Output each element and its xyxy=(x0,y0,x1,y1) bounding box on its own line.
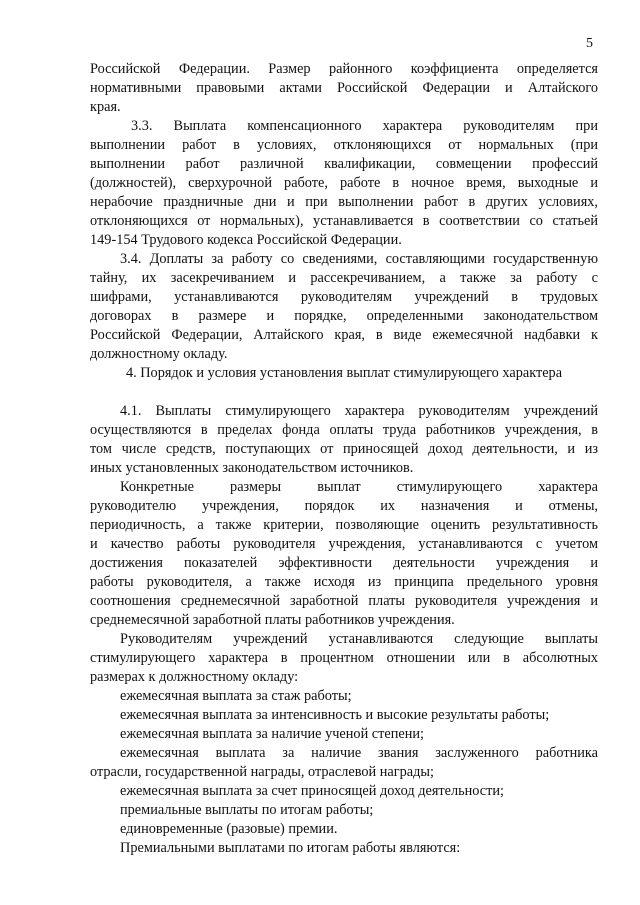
text-line: периодичность, а также критерии, позволяющие оценить результативность xyxy=(90,517,598,533)
text-line: Российской Федерации. Размер районного коэффициента определяется xyxy=(90,61,598,77)
text-line: 149-154 Трудового кодекса Российской Федерации. xyxy=(90,232,402,248)
list-item: ежемесячная выплата за стаж работы; xyxy=(120,688,352,704)
text-line: (должностей), сверхурочной работе, работе в ночное время, выходные и xyxy=(90,175,598,191)
text-line: нормативными правовыми актами Российской Федерации и Алтайского xyxy=(90,80,598,96)
text-line: стимулирующего характера в процентном отношении или в абсолютных xyxy=(90,650,598,666)
text-line: должностному окладу. xyxy=(90,346,228,362)
text-line: осуществляются в пределах фонда оплаты труда работников учреждения, в xyxy=(90,422,598,438)
text-line: Руководителям учреждений устанавливаются следующие выплаты xyxy=(120,631,598,647)
text-line: отклоняющихся от нормальных), устанавливается в соответствии со статьей xyxy=(90,213,598,229)
text-line: нерабочие праздничные дни и при выполнении работ в других условиях, xyxy=(90,194,598,210)
text-line: выполнении работ различной квалификации, совмещении профессий xyxy=(90,156,598,172)
text-line: среднемесячной заработной платы работников учреждения. xyxy=(90,612,455,628)
list-item: единовременные (разовые) премии. xyxy=(120,821,338,837)
text-line: края. xyxy=(90,99,121,115)
text-line: размерах к должностному окладу: xyxy=(90,669,299,685)
text-line: выполнении работ в условиях, отклоняющихся от нормальных (при xyxy=(90,137,598,153)
list-item: ежемесячная выплата за интенсивность и высокие результаты работы; xyxy=(120,707,550,723)
page-number: 5 xyxy=(586,36,593,51)
list-item: ежемесячная выплата за наличие ученой степени; xyxy=(120,726,425,742)
text-line: тайну, их засекречиванием и рассекречиванием, а также за работу с xyxy=(90,270,598,286)
text-line: Конкретные размеры выплат стимулирующего характера xyxy=(120,479,598,495)
text-line: работы руководителя, а также исходя из принципа предельного уровня xyxy=(90,574,598,590)
text-line: иных установленных законодательством источников. xyxy=(90,460,414,476)
text-line: шифрами, устанавливаются руководителям учреждений в трудовых xyxy=(90,289,598,305)
section-heading: 4. Порядок и условия установления выплат стимулирующего характера xyxy=(125,365,563,381)
text-line: 3.4. Доплаты за работу со сведениями, составляющими государственную xyxy=(120,251,598,267)
text-line: 3.3. Выплата компенсационного характера руководителям при xyxy=(131,118,598,134)
text-line: договорах в размере и порядке, определенными законодательством xyxy=(90,308,598,324)
list-item: премиальные выплаты по итогам работы; xyxy=(120,802,374,818)
list-item: отрасли, государственной награды, отраслевой награды; xyxy=(90,764,434,780)
list-item: ежемесячная выплата за счет приносящей доход деятельности; xyxy=(120,783,505,799)
text-line: Российской Федерации, Алтайского края, в виде ежемесячной надбавки к xyxy=(90,327,598,343)
text-line: руководителю учреждения, порядок их назначения и отмены, xyxy=(90,498,598,514)
text-line: и качество работы руководителя учреждения, устанавливаются с учетом xyxy=(90,536,598,552)
text-line: соотношения среднемесячной заработной платы руководителя учреждения и xyxy=(90,593,598,609)
text-line: Премиальными выплатами по итогам работы являются: xyxy=(120,840,461,856)
text-line: 4.1. Выплаты стимулирующего характера руководителям учреждений xyxy=(120,403,598,419)
list-item: ежемесячная выплата за наличие звания заслуженного работника xyxy=(120,745,598,761)
text-line: том числе средств, поступающих от приносящей доход деятельности, и из xyxy=(90,441,598,457)
text-line: достижения показателей эффективности деятельности учреждения и xyxy=(90,555,598,571)
